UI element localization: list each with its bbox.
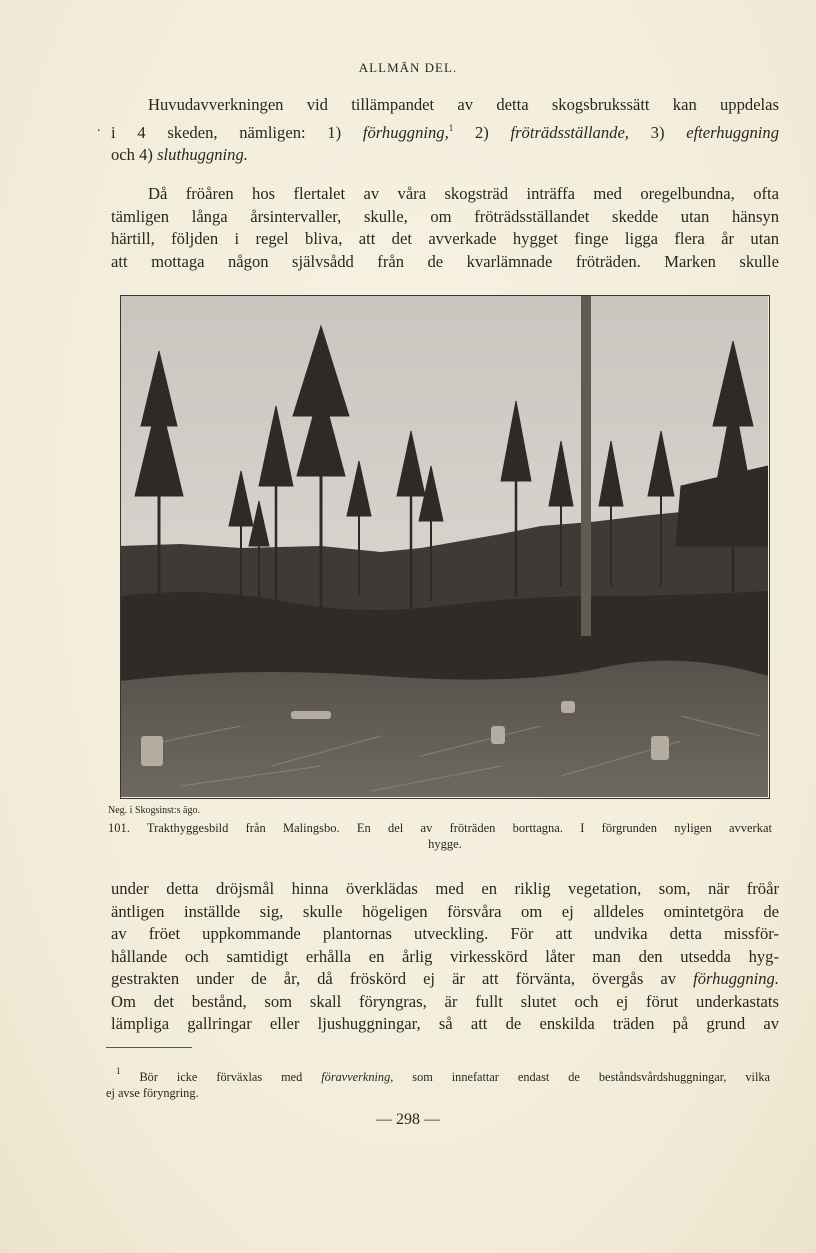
paragraph-2-line: att mottaga någon självsådd från de kvarlämnade fröträden. Marken skulle xyxy=(111,251,779,271)
text-run: 3) xyxy=(628,122,687,142)
term-sluthuggning: sluthuggning. xyxy=(157,145,248,164)
paragraph-1-line-2 xyxy=(111,117,779,145)
forest-photo-illustration xyxy=(121,296,768,797)
text-run: 2) xyxy=(453,122,511,142)
paragraph-3-line: äntligen inställde sig, skulle högeligen försvåra om ej alldeles omintetgöra de xyxy=(111,901,779,921)
footnote-line-2: ej avse föryngring. xyxy=(106,1086,199,1100)
paragraph-2-line: tämligen långa årsintervaller, skulle, om fröträdsställandet skedde utan hänsyn xyxy=(111,206,779,226)
figure-caption xyxy=(108,820,772,852)
footnote xyxy=(106,1063,770,1101)
paragraph-2-line: härtill, följden i regel bliva, att det avverkade hygget finge ligga flera år utan xyxy=(111,229,779,248)
term-forhuggning: förhuggning. xyxy=(693,969,779,988)
term-frotradsstallande: fröträdsställande, xyxy=(510,122,629,142)
text-run: Bör icke förväxlas med xyxy=(120,1070,322,1084)
paragraph-3-line: under detta dröjsmål hinna överklädas med en riklig vegetation, som, när fröår xyxy=(111,879,779,898)
footnote-line-1 xyxy=(106,1063,770,1085)
text-run: som innefattar endast de beståndsvårdshuggningar, vilka xyxy=(393,1070,770,1084)
paragraph-1-line-3 xyxy=(111,144,779,167)
running-header: ALLMÄN DEL. xyxy=(358,60,458,75)
footnote-reference: 1 xyxy=(448,122,454,133)
paragraph-2 xyxy=(111,183,779,273)
term-forhuggning: förhuggning, xyxy=(362,122,449,142)
text-run: gestrakten under de år, då fröskörd ej är att förvänta, övergås av xyxy=(111,969,694,988)
text-run: och 4) xyxy=(111,145,158,164)
paragraph-3-line: hållande och samtidigt erhålla en årlig virkesskörd låter man den utsedda hyg- xyxy=(111,946,779,966)
paragraph-3-line-5 xyxy=(111,968,779,991)
stray-mark: . xyxy=(97,120,101,135)
paragraph-3 xyxy=(111,878,779,1036)
page-number: — 298 — xyxy=(376,1111,440,1128)
photo-credit: Neg. i Skogsinst:s ägo. xyxy=(108,805,200,816)
term-foravverkning: föravverkning, xyxy=(321,1070,394,1084)
paragraph-1-line-1: Huvudavverkningen vid tillämpandet av detta skogsbrukssätt kan uppdelas xyxy=(148,95,779,114)
caption-line-1: 101. Trakthyggesbild från Malingsbo. En del av fröträden borttagna. I förgrunden nyligen avverkat xyxy=(108,821,772,835)
paragraph-2-line: Då fröåren hos flertalet av våra skogsträd inträffa med oregelbundna, ofta xyxy=(148,184,779,203)
paragraph-1 xyxy=(111,94,779,167)
caption-line-2: hygge. xyxy=(428,837,462,851)
footnote-marker: 1 xyxy=(116,1066,121,1076)
text-run: i 4 skeden, nämligen: 1) xyxy=(111,122,363,142)
paragraph-3-line: lämpliga gallringar eller ljushuggningar, så att de enskilda träden på grund av xyxy=(111,1014,779,1033)
photograph-clearcut xyxy=(120,295,770,799)
footnote-divider xyxy=(106,1047,192,1048)
paragraph-3-line: Om det bestånd, som skall föryngras, är fullt slutet och ej förut underkastats xyxy=(111,991,779,1011)
term-efterhuggning: efterhuggning xyxy=(686,122,779,142)
paragraph-3-line: av fröet uppkommande plantornas utveckling. För att undvika detta missför- xyxy=(111,924,779,943)
